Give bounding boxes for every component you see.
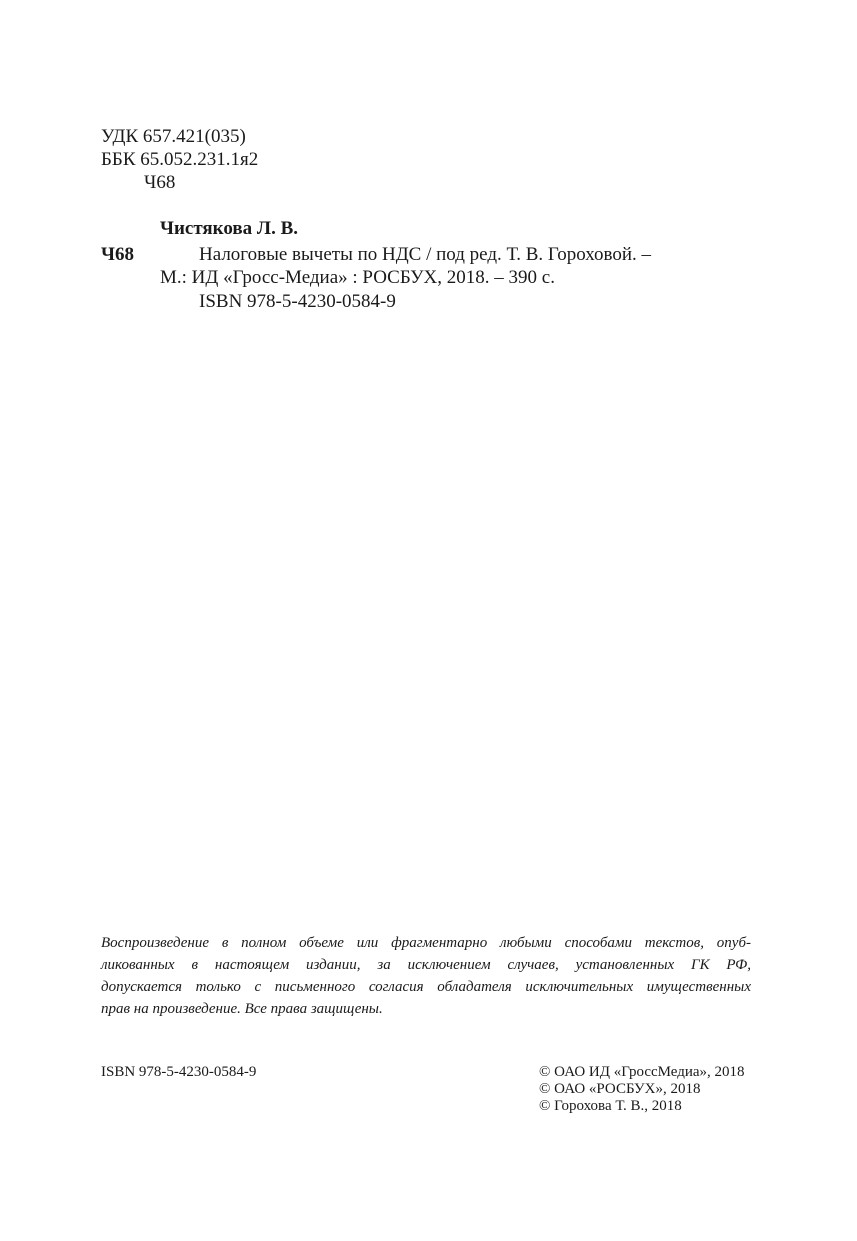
udk-code: УДК 657.421(035) <box>101 126 246 147</box>
copyright-notice <box>101 932 751 1020</box>
book-isbn: ISBN 978-5-4230-0584-9 <box>199 291 396 312</box>
notice-line: допускается только с письменного согласия обладателя исключительных имущественных <box>101 979 751 995</box>
book-author: Чистякова Л. В. <box>160 218 299 239</box>
copyright-line: © Горохова Т. В., 2018 <box>539 1098 682 1114</box>
bbk-code: ББК 65.052.231.1я2 <box>101 149 259 170</box>
copyright-line: © ОАО ИД «ГроссМедиа», 2018 <box>539 1064 745 1080</box>
notice-line: прав на произведение. Все права защищены. <box>101 1001 383 1017</box>
author-mark-code: Ч68 <box>144 172 176 193</box>
copyright-line: © ОАО «РОСБУХ», 2018 <box>539 1081 701 1097</box>
notice-line: Воспроизведение в полном объеме или фрагментарно любыми способами текстов, опуб- <box>101 935 751 951</box>
book-title-line: Налоговые вычеты по НДС / под ред. Т. В. Гороховой. – <box>199 244 652 265</box>
bibliography-author-mark: Ч68 <box>101 244 134 265</box>
footer-isbn: ISBN 978-5-4230-0584-9 <box>101 1064 257 1080</box>
book-imprint-line: М.: ИД «Гросс-Медиа» : РОСБУХ, 2018. – 390 с. <box>160 267 555 288</box>
notice-line: ликованных в настоящем издании, за исключением случаев, установленных ГК РФ, <box>101 957 751 973</box>
